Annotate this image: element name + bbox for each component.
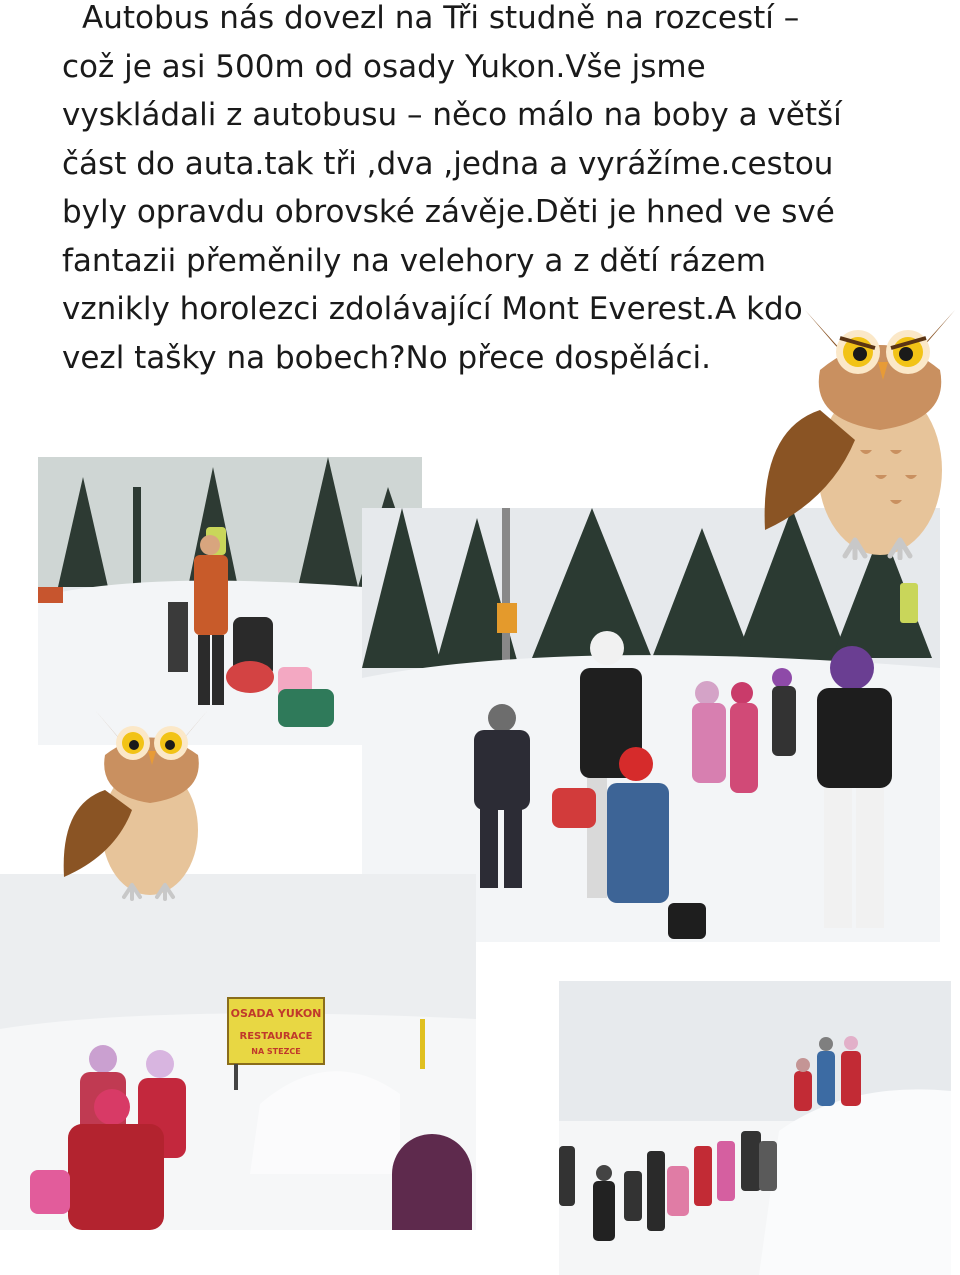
photo-osada-yukon-sign (0, 874, 476, 1230)
story-paragraph: Autobus nás dovezl na Tři studně na rozcestí – což je asi 500m od osady Yukon.Vše jsme vyskládali z autobusu – něco málo na boby a větší část do auta.tak tři ,dva ,jedna a vyrážíme.cestou byly opravdu obrovské závěje.Děti je hned ve své fantazii přeměnily na velehory a z dětí rázem vznikly horolezci zdolávající Mont Everest.A kdo vezl tašky na bobech?No přece dospěláci. (62, 0, 842, 376)
sign-na-stezce: NA STEZCE (251, 1047, 301, 1056)
owl-illustration-top-right (760, 300, 960, 560)
sign-restaurace: RESTAURACE (239, 1031, 313, 1042)
sign-osada-yukon: OSADA YUKON (230, 1007, 322, 1020)
photo-children-climbing-drift (559, 981, 951, 1275)
owl-illustration-left (60, 705, 210, 905)
